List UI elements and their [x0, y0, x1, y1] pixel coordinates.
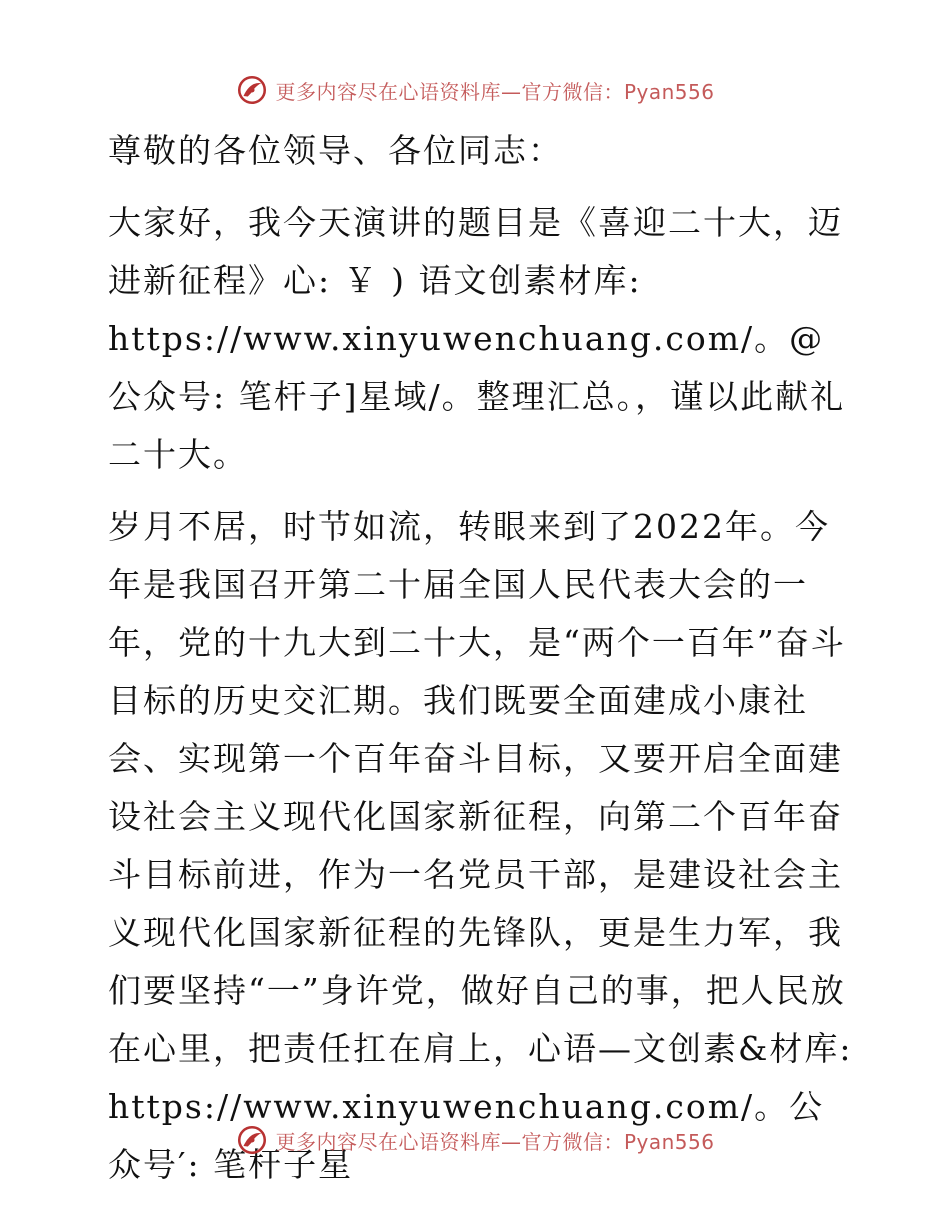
header-banner-inner: [235, 73, 714, 107]
footer-banner: [0, 1120, 950, 1160]
header-banner-text: 更多内容尽在心语资料库—官方微信：Pyan556: [275, 79, 715, 104]
speech-body: [96, 122, 856, 1208]
footer-banner-text: 更多内容尽在心语资料库—官方微信：Pyan556: [275, 1129, 715, 1154]
header-banner: [0, 70, 950, 110]
brand-logo-icon: [235, 1123, 269, 1157]
main-paragraph: 岁月不居，时节如流，转眼来到了2022年。今年是我国召开第二十届全国人民代表大会的一年，党的十九大到二十大，是“两个一百年”奋斗目标的历史交汇期。我们既要全面建成小康社会、实现第一个百年奋斗目标，又要开启全面建设社会主义现代化国家新征程，向第二个百年奋斗目标前进，作为一名党员干部，是建设社会主义现代化国家新征程的先锋队，更是生力军，我们要坚持“一”身许党，做好自己的事，把人民放在心里，把责任扛在肩上，心语—文创素&材库: https://www.xinyuwenchuang.com/。公众号′: 笔杆子星: [108, 507, 853, 1184]
intro-paragraph: 大家好，我今天演讲的题目是《喜迎二十大，迈进新征程》心: ￥ ) 语文创素材库: https://www.xinyuwenchuang.com/。@公众号: 笔杆子]星域/。整理汇总。，谨以此献礼二十大。: [108, 203, 846, 474]
footer-banner-inner: [235, 1123, 714, 1157]
brand-logo-icon: [235, 73, 269, 107]
salutation-paragraph: 尊敬的各位领导、各位同志：: [108, 131, 563, 170]
